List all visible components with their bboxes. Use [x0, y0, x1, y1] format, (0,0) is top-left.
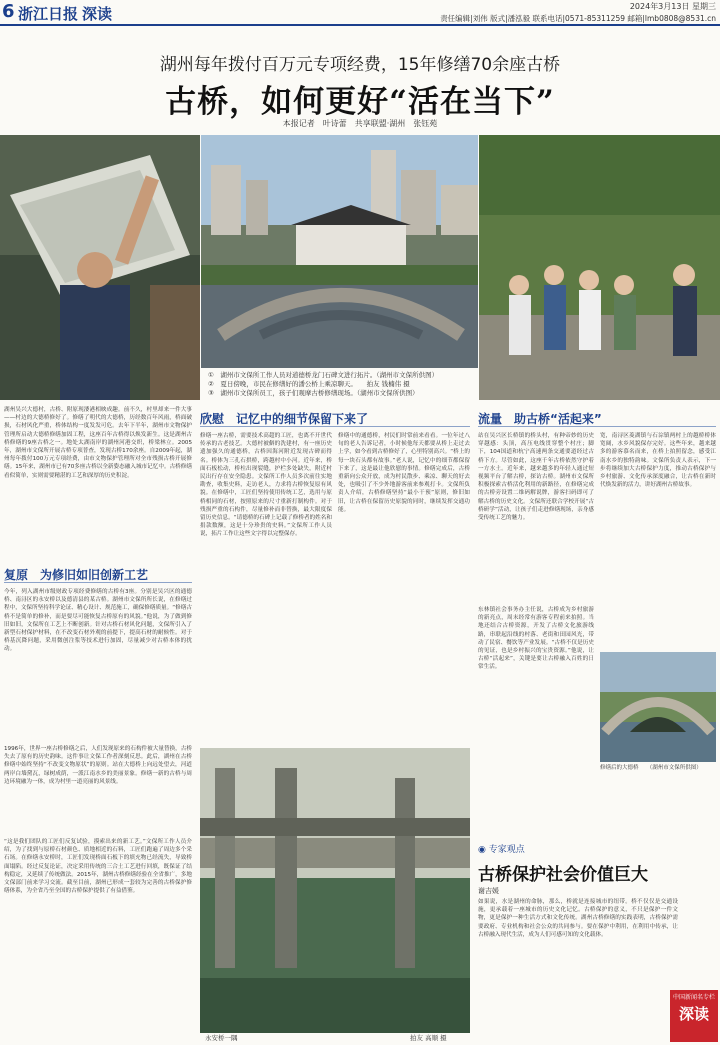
opinion-title: 古桥保护社会价值巨大: [478, 865, 648, 885]
body-mid-b: 修缮中的通德桥，村民们时常前来看看。一位年过八旬的老人告诉记者，小时候他每天都要从桥上走过去上学，如今看到古桥修好了，心里特别高兴。“桥上的每一块石头都有故事。”老人说，记忆中的细节都保留下来了，这是最让他欣慰的事情。修缮完成后，古桥重新向公众开放，成为村民散步、乘凉、聊天的好去处，也吸引了不少外地游客前来参观打卡。文保所负责人介绍，古桥修缮坚持“最小干预”原则，修旧如旧，让古桥在保留历史原貌的同时，继续发挥交通功能。: [338, 433, 470, 513]
photo-yongan-bridge-illustration: [200, 748, 470, 1033]
caption-1: ① 湖州市文保所工作人员对道德桥龙门石碑文进行拓片。（湖州市文保所供图）: [208, 371, 439, 379]
section-heading-traffic: 流量 助古桥“活起来”: [478, 412, 602, 426]
paper-name: 浙江日报: [18, 5, 79, 23]
body-intro: 湖州吴兴大德村，古桥、附原现溇港相映成趣。前不久，村里却来一件大事——村边的大德桥修好了。修缮了明代的大德桥，历经数百年风雨，桥面破损，石材风化严重，桥体结构一度发发可危。去年下半年，湖州市文物保护管理所启动大德桥修缮加固工程，这座百年古桥得以焕发新生。这是湖州古桥修缮的9座古桥之一。地处太湖南岸的湖州河港交织，桥梁林立。2005年，湖州市文保所开展古桥专项普查，发现古桥170余座。自2009年起，湖州每年拨付100万元专项经费，由市文物保护管理所对全市残损古桥开展修缮。15年来，湖州市已有70多座古桥以全新姿态融入城市记忆中。古桥修缮看似简单，实则需要精湛的工艺和深厚的历史积淀。: [4, 407, 192, 479]
opinion-tag-label: 专家观点: [488, 845, 525, 855]
photo-rubbing: [0, 135, 200, 400]
photo-children-visit: [479, 135, 720, 400]
column-stamp: [670, 990, 718, 1042]
section-rule: [478, 426, 716, 427]
section-rule: [4, 582, 192, 583]
body-right-b: 东林镇社会事务办主任说，古桥成为乡村旅游的新亮点，周末经常有游客专程前来拍照。当地还结合古桥资源，开发了古桥文化旅游线路，串联起沿线的村落、老街和田园风光，带动了民宿、餐饮等产业发展。“古桥不仅是历史的见证，也是乡村振兴的宝贵资源。”他说，让古桥“活起来”，关键是要让古桥融入百姓的日常生活。: [478, 607, 594, 671]
photo-dade-bridge: [600, 652, 716, 762]
stamp-top: 中国新闻名专栏: [672, 994, 715, 1001]
photo-captions: [208, 371, 488, 398]
section-heading-restore: 复原 为修旧如旧创新工艺: [4, 568, 149, 582]
opinion-tag: [478, 842, 525, 855]
caption-2: ② 夏日傍晚，市民在修缮好的潘公桥上乘凉聊天。 拍友 钱楠伟 摄: [208, 380, 410, 388]
section-heading-memory: 欣慰 记忆中的细节保留下来了: [200, 412, 369, 426]
section-rule: [200, 426, 470, 427]
caption-yongan-left: 永安桥一隅: [205, 1034, 238, 1042]
caption-dade-bridge: 修缮后的大德桥 （湖州市文保所供图）: [600, 765, 702, 771]
opinion-text: 如果说，水是湖州的命脉，那么，桥就是连接城市的纽带。桥不仅仅是交通设施，更承载着一座城市的历史文化记忆。古桥保护的意义，不只是保护一件文物，更是保护一种生活方式和文化传统。湖州古桥修缮的实践表明，古桥保护需要政府、专业机构和社会公众的共同参与。要在保护中利用，在利用中传承，让古桥融入现代生活，成为人们可感可知的文化载体。: [478, 899, 678, 938]
body-left-b: 1996年，世界一座古桥修缮之后，人们发现原来的石构件被大量替换，古桥失去了原有的历史韵味。这件事让文保工作者深刻反思。此后，湖州在古桥修缮中始终坚持“不改变文物原状”的原则。站在大德桥上向远处望去，河道两岸白墙黛瓦，绿树成荫，一派江南水乡的美丽景象。修缮一新的古桥与周边环境融为一体，成为村里一道亮丽的风景线。: [4, 746, 192, 785]
issue-date: 2024年3月13日 星期三: [629, 2, 716, 11]
body-right-a: 站在吴兴区长桥镇的桥头村，有种帝妙的历史穿越感：头顶，高压电线贯穿整个村庄；脚下，104国道和杭宁高速两条交通要道经过古桥下方。尽管如此，这座千年古桥依然守护着一方水土。近年来，越来越多的年轻人通过短视频平台了解古桥，探访古桥。湖州市文保所积极探索古桥活化利用的新路径，在修缮完成的古桥旁设置二维码解说牌，游客扫码即可了解古桥的历史文化。文保所还联合学校开展“古桥研学”活动，让孩子们走进修缮现场，亲身感受传统工艺的魅力。: [478, 433, 594, 522]
body-right-c: 宽，南浔区菱湖镇与石淙镇两村上的越桥桥体宽阔，水乡风貌保存完好。这些年来，越来越多的游客慕名而来，在桥上拍照留念，感受江南水乡的独特韵味。文保所负责人表示，下一步将继续加大古桥保护力度，推动古桥保护与乡村旅游、文化传承深度融合，让古桥在新时代焕发新的活力，讲好湖州古桥故事。: [600, 433, 716, 489]
body-mid-a: 修缮一座古桥，需要技术高超的工匠，也离不开世代传承的古老技艺。大德村被僻的洗建村，有一座历史遗加强久的通德桥，古桥因海河附近发现古碑而得名。桥体为三孔石拱桥，跨越村中小河。近年来，桥面石板松动，桥柱出现裂缝，护栏多处缺失，附近村民出行存在安全隐患。文保所工作人员多次前往实地勘查，收集史料，走访老人，力求将古桥恢复原有风貌。在修缮中，工匠们坚持使用传统工艺，选用与原桥相同的石材，按照原来的尺寸重新打制构件。对于残损严重的石构件，尽量修补而非替换，最大限度保留历史信息。“请德桥的石碑上记载了修桥者的姓名和捐款数额，这是十分珍贵的史料。”文保所工作人员说，拓片工作让这些文字得以完整保存。: [200, 433, 332, 538]
stamp-bottom: 深读: [678, 1005, 709, 1023]
photo-yongan-bridge: [200, 748, 470, 1033]
photo-rubbing-illustration: [0, 135, 200, 400]
subheadline: 湖州每年拨付百万元专项经费，15年修缮70余座古桥: [159, 55, 561, 75]
caption-yongan-right: 拍友 高顺 摄: [410, 1034, 447, 1042]
photo-bridge-town: [201, 135, 478, 368]
headline: 古桥，如何更好“活在当下”: [165, 84, 555, 120]
opinion-author: 谢吉媛: [478, 887, 499, 895]
opinion-tag-icon: ◉: [478, 845, 489, 855]
editor-credits: 责任编辑|刘伟 版式|潘泓毅 联系电话|0571-85311259 邮箱|lmb0808@8531.cn: [440, 14, 716, 23]
section-name: 深读: [82, 5, 113, 23]
caption-3: ③ 湖州市文保所员工，孩子们观摩古桥修缮现场。（湖州市文保所供图）: [208, 389, 419, 397]
body-left-a: 今年，列入湖州市级财政专项经费修缮的古桥有3座。分别是吴兴区的通德桥、南浔区的永安桥以及德清县的某古桥。湖州市文保所所长说，在修缮过程中，文保所坚持科学论证、精心设计、规范施工，确保修缮质量。“修缮古桥不是简单的修补，而是要尽可能恢复古桥原有的风貌。”他说，为了做到修旧如旧，文保所在工艺上不断创新。针对古桥石材风化问题，文保所引入了新型石材保护材料，在不改变石材外观的前提下，提高石材的耐候性。对于桥基沉降问题，采用微创注浆等技术进行加固，尽量减少对古桥本体的扰动。: [4, 589, 192, 653]
photo-bridge-town-illustration: [201, 135, 478, 368]
body-left-c: “这是我们团队的工匠们反复试验，摸索出来的新工艺。”文保所工作人员介绍，为了找到与原桥石材颜色、质地相近的石料，工匠们跑遍了周边多个采石场。在修缮永安桥时，工匠们发现桥面石板下的填充物已经流失，导致桥面塌陷。经过反复论证，决定采用传统的三合土工艺进行回填，既保证了结构稳定，又延续了传统做法。2015年，湖州古桥修缮经验在全省推广，多地文保部门前来学习交流。截至目前，湖州已形成一套较为完善的古桥保护修缮体系，为全省乃至全国的古桥保护提供了有益借鉴。: [4, 839, 192, 895]
byline: 本报记者 叶诗蕾 共享联盟·湖州 张钰苑: [282, 119, 438, 128]
photo-children-visit-illustration: [479, 135, 720, 400]
photo-dade-bridge-illustration: [600, 652, 716, 762]
page-number: 6: [2, 1, 15, 22]
